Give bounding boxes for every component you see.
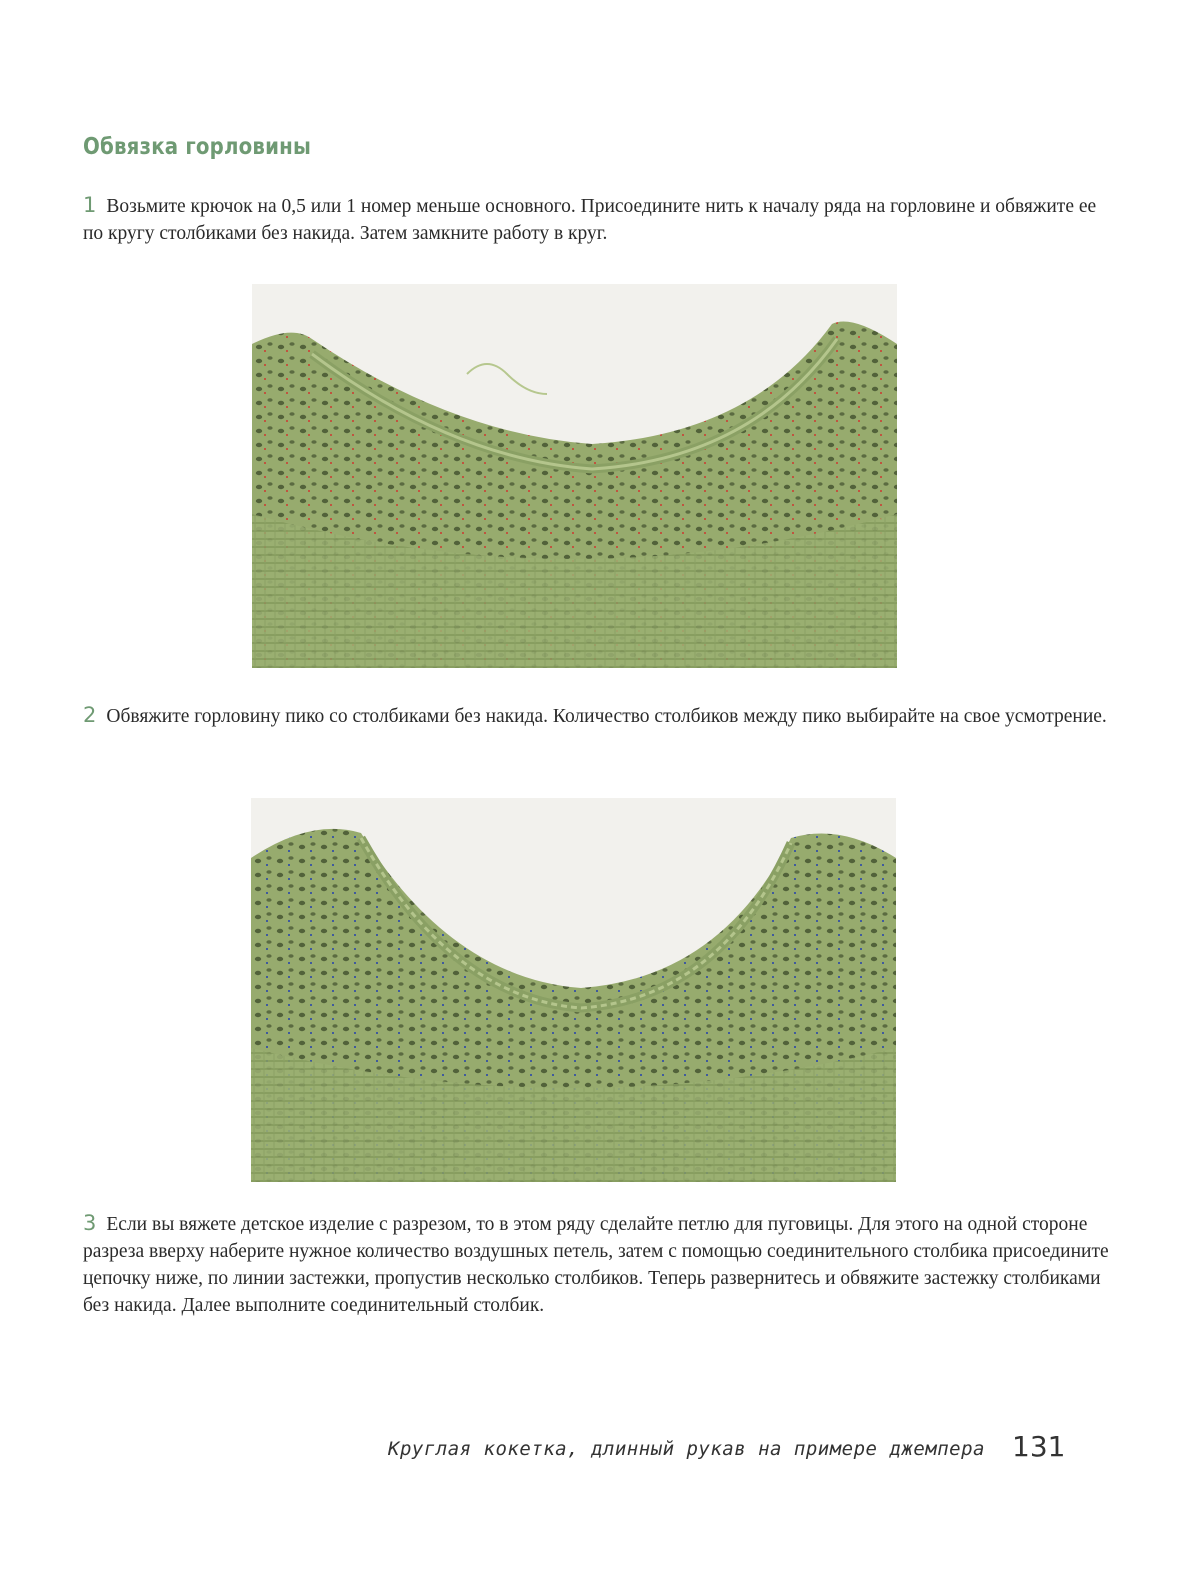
- step-1: [83, 192, 1118, 247]
- page-number: 131: [1012, 1430, 1066, 1463]
- step-3: [83, 1210, 1118, 1319]
- step-text: Если вы вяжете детское изделие с разрезом, то в этом ряду сделайте петлю для пуговицы. Для этого на одной стороне разреза вверху наберите нужное количество воздушных петель, затем с помощью соединительного столбика присоедините цепочку ниже, по линии застежки, пропустив несколько столбиков. Теперь развернитесь и обвяжите застежку столбиками без накида. Далее выполните соединительный столбик.: [83, 1214, 1109, 1316]
- section-title: Обвязка горловины: [83, 134, 312, 160]
- crochet-yoke-image: [252, 284, 897, 668]
- step-number: 1: [83, 193, 97, 217]
- step-text: Обвяжите горловину пико со столбиками без накида. Количество столбиков между пико выбирайте на свое усмотрение.: [106, 706, 1107, 727]
- neckline-photo-step-2: [251, 798, 896, 1182]
- crochet-yoke-picot-image: [251, 798, 896, 1182]
- running-footer-title: Круглая кокетка, длинный рукав на примере джемпера: [388, 1438, 985, 1460]
- step-number: 3: [83, 1211, 97, 1235]
- step-text: Возьмите крючок на 0,5 или 1 номер меньше основного. Присоедините нить к началу ряда на горловине и обвяжите ее по кругу столбиками без накида. Затем замкните работу в круг.: [83, 196, 1097, 244]
- neckline-photo-step-1: [252, 284, 897, 668]
- step-number: 2: [83, 703, 97, 727]
- step-2: [83, 702, 1118, 730]
